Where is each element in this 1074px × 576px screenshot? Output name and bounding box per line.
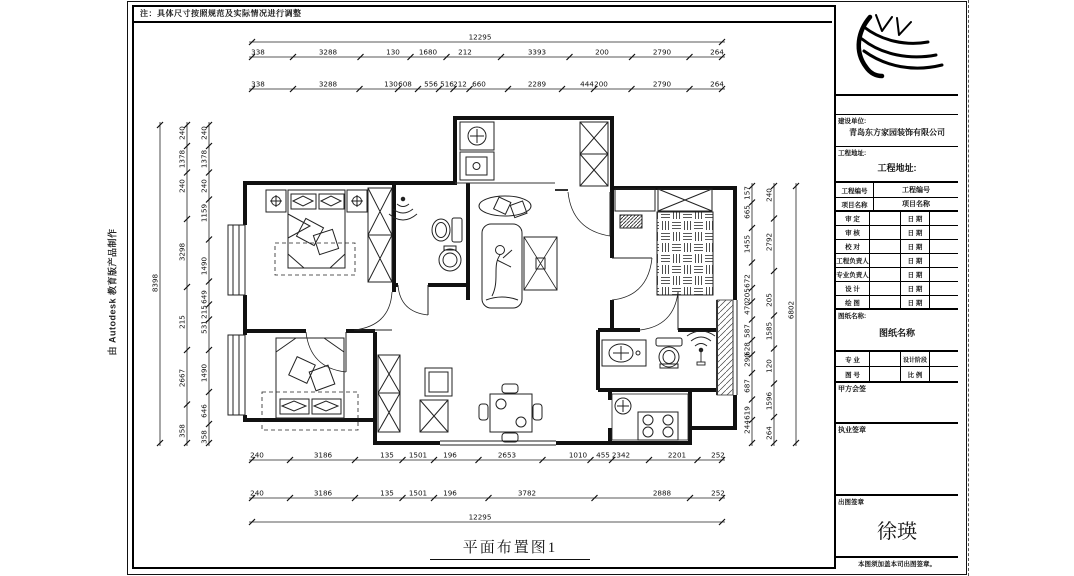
specialty-row [836,352,958,367]
date-label: 日 期 [901,212,930,225]
dim-label: 135 [380,450,394,460]
dim-label: 196 [443,488,457,498]
dim-label: 2653 [497,450,517,460]
dim-label: 240 [250,488,264,498]
construction-unit-row [836,115,958,147]
date-value-cell [930,296,958,308]
approval-sign-cell [870,226,901,239]
dim-label: 12295 [468,512,492,522]
dim-label: 244 [742,420,752,434]
date-label: 日 期 [901,254,930,267]
dim-label: 358 [177,424,187,438]
dim-label: 212 [458,47,472,57]
approval-sign-cell [870,282,901,295]
dim-label: 1585 [764,321,774,341]
scale-value [930,367,958,381]
dim-label: 3393 [527,47,547,57]
approval-label: 审 核 [836,226,870,239]
approval-label: 设 计 [836,282,870,295]
design-stage-label: 设计阶段 [901,352,930,366]
project-address-value: 工程地址: [877,163,917,173]
dim-label: 130 [384,79,398,89]
dim-label: 8398 [150,273,160,293]
date-value-cell [930,226,958,239]
design-stage-value [930,352,958,366]
dim-label: 649 [199,290,209,304]
dim-label: 264 [710,47,724,57]
approval-sign-cell [870,254,901,267]
dim-label: 2667 [177,368,187,388]
issue-seal-box [836,496,958,558]
approval-row [836,226,958,240]
dim-label: 2790 [652,79,672,89]
dim-label: 196 [443,450,457,460]
dim-label: 1501 [408,488,428,498]
figure-no-label: 图 号 [836,367,870,381]
dim-label: 3186 [313,450,333,460]
project-name-value: 项目名称 [902,201,930,208]
signature: 徐瑛 [877,519,917,543]
specialty-label: 专 业 [836,352,870,366]
dim-label: 240 [177,179,187,193]
dim-label: 215 [199,305,209,319]
approval-label: 校 对 [836,240,870,253]
practice-seal-label: 执业签章 [838,427,866,434]
dim-label: 157 [742,186,752,200]
scale-label: 比 例 [901,367,930,381]
approval-label: 专业负责人 [836,268,870,281]
dim-label: 264 [710,79,724,89]
dim-label: 240 [199,126,209,140]
dim-label: 252 [711,488,725,498]
dim-label: 672 [742,274,752,288]
figure-no-value [870,367,901,381]
dim-label: 628 [742,342,752,356]
dim-label: 3288 [318,47,338,57]
approval-label: 绘 图 [836,296,870,308]
date-value-cell [930,254,958,267]
dim-label: 470 [742,301,752,315]
dim-label: 687 [742,379,752,393]
dim-label: 2289 [527,79,547,89]
dim-label: 338 [251,79,265,89]
date-value-cell [930,240,958,253]
approval-sign-cell [870,296,901,308]
approval-label: 工程负责人 [836,254,870,267]
project-address-label: 工程地址: [838,150,867,157]
construction-unit-value: 青岛东方家园装饰有限公司 [849,128,945,137]
approval-row [836,296,958,310]
dim-label: 240 [177,126,187,140]
party-a-sign-box [836,383,958,424]
dim-label: 1378 [177,149,187,169]
dim-label: 1501 [408,450,428,460]
dim-label: 1490 [199,363,209,383]
note-bar [134,5,832,23]
dim-label: 240 [199,179,209,193]
approval-rows [836,212,958,310]
drawing-name-value: 图纸名称 [878,328,915,338]
approval-sign-cell [870,212,901,225]
dim-label: 12295 [468,32,492,42]
dim-label: 660 [472,79,486,89]
practice-seal-box [836,424,958,496]
approval-label: 审 定 [836,212,870,225]
dim-label: 3298 [177,242,187,262]
dim-label: 2792 [764,232,774,252]
title-block [834,5,958,569]
date-label: 日 期 [901,240,930,253]
date-label: 日 期 [901,268,930,281]
dim-label: 2342 [611,450,631,460]
dim-label: 3288 [318,79,338,89]
note-text: 注：具体尺寸按照规范及实际情况进行调整 [140,9,302,18]
issue-seal-label: 出图签章 [838,499,864,506]
drawing-name-label: 图纸名称: [838,313,867,320]
dim-label: 338 [251,47,265,57]
dim-label: 240 [250,450,264,460]
dim-label: 2888 [652,488,672,498]
project-name-label: 项目名称 [836,198,874,210]
date-value-cell [930,268,958,281]
dim-label: 3186 [313,488,333,498]
approval-row [836,282,958,296]
approval-row [836,212,958,226]
project-no-row [836,183,958,198]
dim-label: 240 [764,188,774,202]
figure-no-row [836,367,958,383]
dim-label: 215 [177,315,187,329]
date-label: 日 期 [901,296,930,308]
approval-row [836,240,958,254]
dim-label: 290 [742,353,752,367]
dim-label: 205 [764,293,774,307]
dim-label: 1455 [742,234,752,254]
title-block-bottom-note: 本图须加盖本司出图签章。 [858,561,936,568]
dim-label: 444 [580,79,594,89]
construction-unit-label: 建设单位: [838,118,867,125]
dim-label: 1378 [199,149,209,169]
dim-label: 6802 [786,300,796,320]
approval-sign-cell [870,268,901,281]
approval-row [836,268,958,282]
dim-label: 516 [440,79,454,89]
dim-label: 120 [764,359,774,373]
dim-label: 2201 [667,450,687,460]
dim-label: 1490 [199,256,209,276]
dim-label: 619 [742,406,752,420]
dim-label: 1596 [764,391,774,411]
blank-strip [836,96,958,115]
dim-label: 665 [742,205,752,219]
dim-label: 358 [199,430,209,444]
project-name-row [836,198,958,212]
drawing-title: 平面布置图1 [430,536,590,560]
dim-label: 531 [199,320,209,334]
dim-label: 556 [424,79,438,89]
dim-label: 1010 [568,450,588,460]
date-value-cell [930,282,958,295]
project-no-value: 工程编号 [902,187,930,194]
date-label: 日 期 [901,282,930,295]
dim-label: 200 [595,47,609,57]
dim-label: 264 [764,426,774,440]
dim-label: 1680 [418,47,438,57]
dim-label: 200 [594,79,608,89]
autodesk-educational-stamp: 由 Autodesk 教育版产品制作 [107,228,118,356]
dim-label: 135 [380,488,394,498]
approval-sign-cell [870,240,901,253]
company-logo [836,5,960,94]
dim-label: 646 [199,404,209,418]
approval-row [836,254,958,268]
dim-label: 205 [742,288,752,302]
drawing-name-row [836,310,958,352]
dim-label: 608 [398,79,412,89]
date-label: 日 期 [901,226,930,239]
dim-label: 212 [453,79,467,89]
project-address-row [836,147,958,183]
dim-label: 3782 [517,488,537,498]
dim-label: 587 [742,324,752,338]
dim-label: 455 [596,450,610,460]
specialty-value [870,352,901,366]
project-no-label: 工程编号 [836,183,874,197]
party-a-sign-label: 甲方会签 [838,386,866,393]
logo-box [836,5,958,96]
dim-label: 2790 [652,47,672,57]
paper-edge-dashed [968,0,969,576]
dim-label: 1159 [199,203,209,223]
dim-label: 252 [711,450,725,460]
date-value-cell [930,212,958,225]
dim-label: 130 [386,47,400,57]
